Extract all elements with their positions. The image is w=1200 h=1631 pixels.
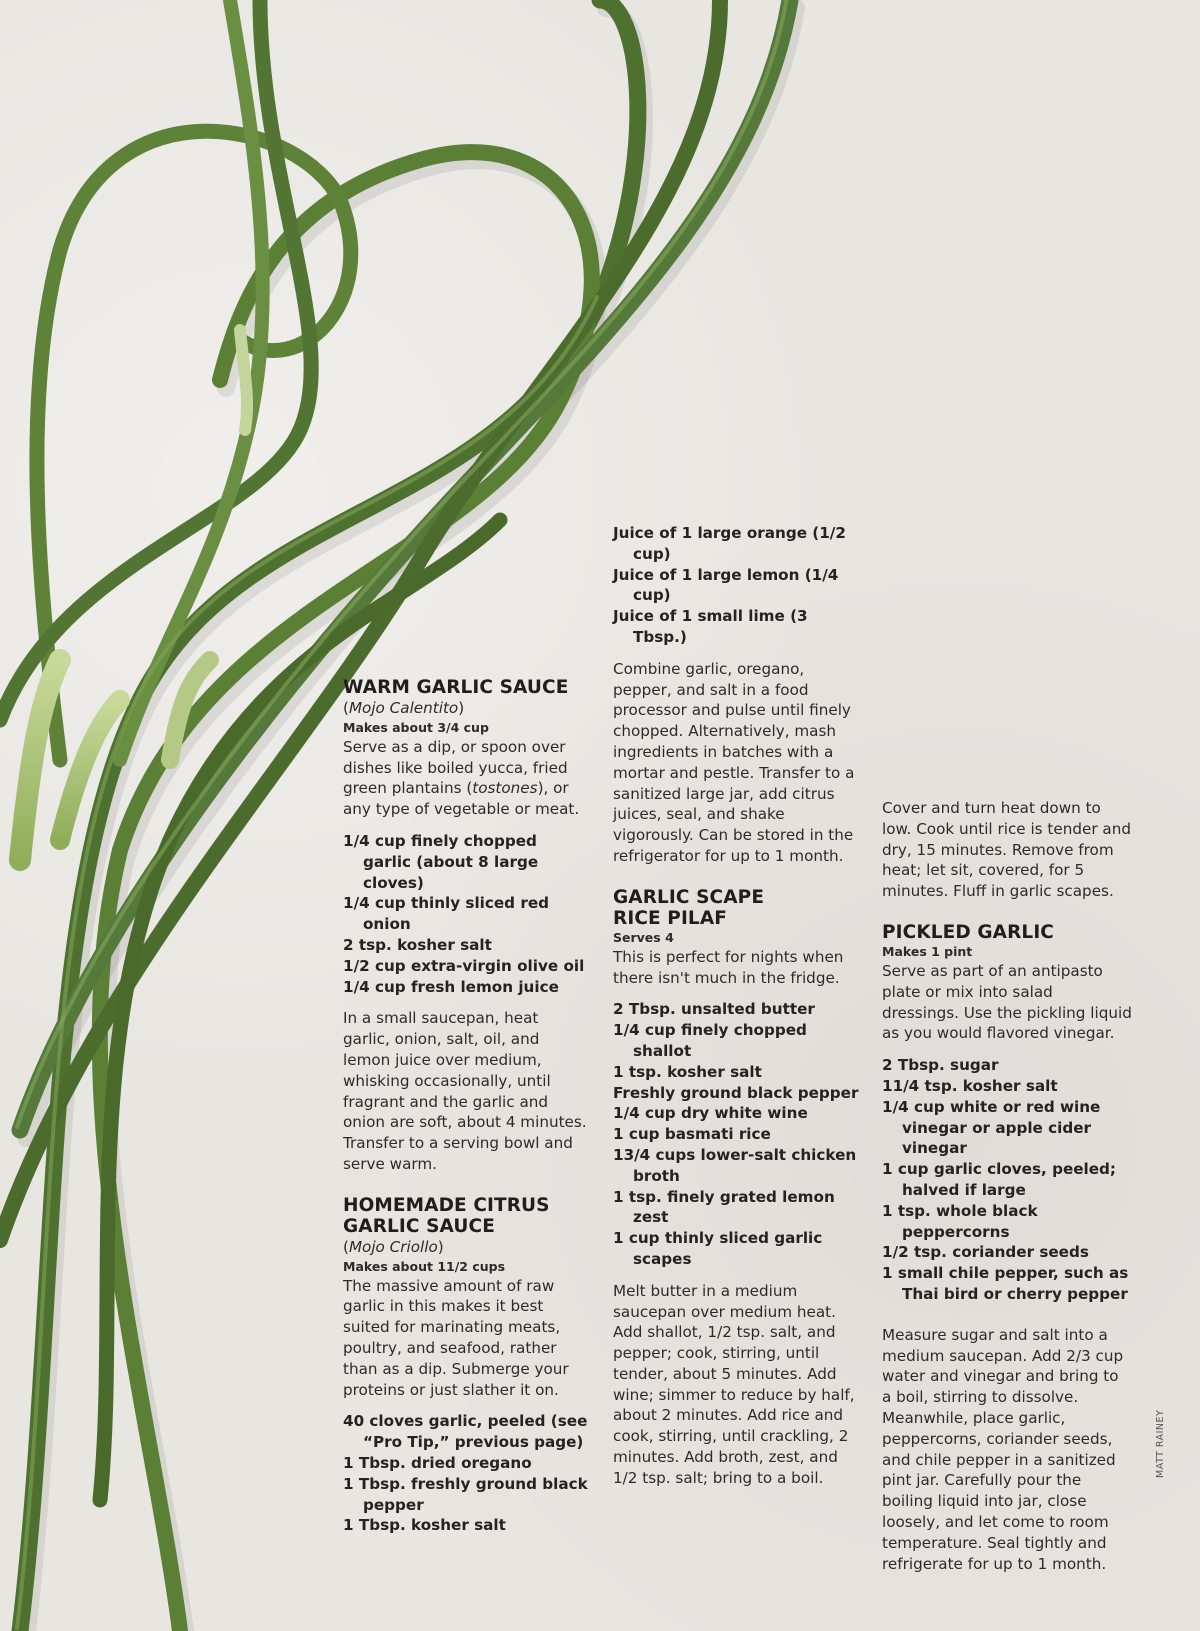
ingredient-item: Juice of 1 small lime (3 Tbsp.) bbox=[613, 607, 808, 646]
ingredient-list bbox=[343, 831, 588, 997]
column-3 bbox=[882, 798, 1132, 1574]
ingredient-item: 2 Tbsp. unsalted butter bbox=[613, 1000, 815, 1019]
ingredient-item: Freshly ground black pepper bbox=[613, 1083, 859, 1102]
ingredient-list bbox=[882, 1055, 1132, 1305]
recipe-title-pilaf-line1: GARLIC SCAPE bbox=[613, 886, 765, 908]
ingredient-item: 1/4 cup dry white wine bbox=[613, 1104, 808, 1123]
recipe-subtitle: (Mojo Calentito) bbox=[343, 699, 465, 717]
ingredient-item: Juice of 1 large orange (1/2 cup) bbox=[613, 524, 846, 563]
ingredient-item: 1 tsp. finely grated lemon zest bbox=[613, 1187, 835, 1227]
recipe-intro: Serve as part of an antipasto plate or mix into salad dressings. Use the pickling liquid as you would flavored vinegar. bbox=[882, 961, 1132, 1043]
recipe-yield: Makes 1 pint bbox=[882, 943, 973, 959]
ingredient-item: 2 tsp. kosher salt bbox=[343, 935, 492, 954]
column-2 bbox=[613, 523, 863, 1489]
recipe-yield: Makes about 11/2 cups bbox=[343, 1258, 506, 1274]
photo-credit: MATT RAINEY bbox=[1155, 1409, 1166, 1478]
ingredient-item: 1 tsp. whole black peppercorns bbox=[882, 1201, 1038, 1241]
recipe-method: In a small saucepan, heat garlic, onion, salt, oil, and lemon juice over medium, whisking occasionally, until fragrant and the garlic and onion are soft, about 4 minutes. Transfer to a serving bowl and serve warm. bbox=[343, 1009, 587, 1173]
ingredient-list bbox=[343, 1411, 588, 1536]
ingredient-item: 1 Tbsp. dried oregano bbox=[343, 1453, 532, 1472]
ingredient-item: 1/4 cup finely chopped shallot bbox=[613, 1021, 807, 1060]
recipe-title-citrus-line2: GARLIC SAUCE bbox=[343, 1215, 495, 1237]
ingredient-item: 40 cloves garlic, peeled (see “Pro Tip,” previous page) bbox=[343, 1412, 588, 1452]
ingredient-item: 1/4 cup white or red wine vinegar or apple cider vinegar bbox=[882, 1097, 1101, 1158]
ingredient-item: 1/4 cup fresh lemon juice bbox=[343, 977, 559, 996]
ingredient-item: 1 cup garlic cloves, peeled; halved if large bbox=[882, 1160, 1117, 1199]
ingredient-item: 13/4 cups lower-salt chicken broth bbox=[613, 1145, 857, 1185]
recipe-method: Measure sugar and salt into a medium saucepan. Add 2/3 cup water and vinegar and bring to a boil, stirring to dissolve. Meanwhile, place garlic, peppercorns, coriander seeds, and chile pepper in a sanitized pint jar. Carefully pour the boiling liquid into jar, close loosely, and let come to room temperature. Seal tightly and refrigerate for up to 1 month. bbox=[882, 1325, 1124, 1573]
recipe-method: Combine garlic, oregano, pepper, and salt in a food processor and pulse until finely chopped. Alternatively, mash ingredients in batches with a mortar and pestle. Transfer to a sanitized large jar, add citrus juices, seal, and shake vigorously. Can be stored in the refrigerator for up to 1 month. bbox=[613, 659, 855, 865]
recipe-intro: Serve as a dip, or spoon over dishes like boiled yucca, fried green plantains (tostones), or any type of vegetable or meat. bbox=[343, 737, 580, 819]
recipe-title-citrus-line1: HOMEMADE CITRUS bbox=[343, 1194, 550, 1216]
column-1 bbox=[343, 677, 588, 1536]
ingredient-item: 11/4 tsp. kosher salt bbox=[882, 1076, 1058, 1095]
ingredient-item: 1 cup basmati rice bbox=[613, 1125, 771, 1144]
ingredient-item: 1/4 cup thinly sliced red onion bbox=[343, 894, 550, 934]
ingredient-item: 1 small chile pepper, such as Thai bird or cherry pepper bbox=[882, 1264, 1129, 1303]
recipe-yield: Serves 4 bbox=[613, 929, 674, 945]
recipe-title-warm-garlic-sauce: WARM GARLIC SAUCE bbox=[343, 677, 569, 698]
recipe-method-continued: Cover and turn heat down to low. Cook until rice is tender and dry, 15 minutes. Remove from heat; let sit, covered, for 5 minutes. Fluff in garlic scapes. bbox=[882, 799, 1131, 901]
ingredient-list bbox=[613, 999, 863, 1269]
ingredient-item: 1/2 cup extra-virgin olive oil bbox=[343, 956, 585, 975]
recipe-subtitle: (Mojo Criollo) bbox=[343, 1237, 444, 1256]
ingredient-item: 1 cup thinly sliced garlic scapes bbox=[613, 1229, 823, 1268]
recipe-title-pilaf-line2: RICE PILAF bbox=[613, 907, 727, 929]
recipe-method: Melt butter in a medium saucepan over medium heat. Add shallot, 1/2 tsp. salt, and pepper; cook, stirring, until tender, about 5 minutes. Add wine; simmer to reduce by half, about 2 minutes. Add rice and cook, stirring, until crackling, 2 minutes. Add broth, zest, and 1/2 tsp. salt; bring to a boil. bbox=[613, 1281, 855, 1487]
ingredient-item: 2 Tbsp. sugar bbox=[882, 1056, 999, 1075]
ingredient-item: 1 tsp. kosher salt bbox=[613, 1062, 762, 1081]
ingredient-item: Juice of 1 large lemon (1/4 cup) bbox=[613, 565, 839, 605]
ingredient-item: 1/2 tsp. coriander seeds bbox=[882, 1243, 1089, 1262]
recipe-intro: This is perfect for nights when there isn't much in the fridge. bbox=[613, 947, 844, 987]
recipe-title-pickled-garlic: PICKLED GARLIC bbox=[882, 921, 1054, 943]
recipe-yield: Makes about 3/4 cup bbox=[343, 719, 489, 735]
recipe-intro: The massive amount of raw garlic in this makes it best suited for marinating meats, poultry, and seafood, rather than as a dip. Submerge your proteins or just slather it on. bbox=[343, 1276, 569, 1399]
ingredient-item: 1/4 cup finely chopped garlic (about 8 large cloves) bbox=[343, 831, 539, 892]
ingredient-item: 1 Tbsp. freshly ground black pepper bbox=[343, 1474, 588, 1514]
ingredient-item: 1 Tbsp. kosher salt bbox=[343, 1516, 506, 1535]
ingredient-list bbox=[613, 523, 863, 648]
